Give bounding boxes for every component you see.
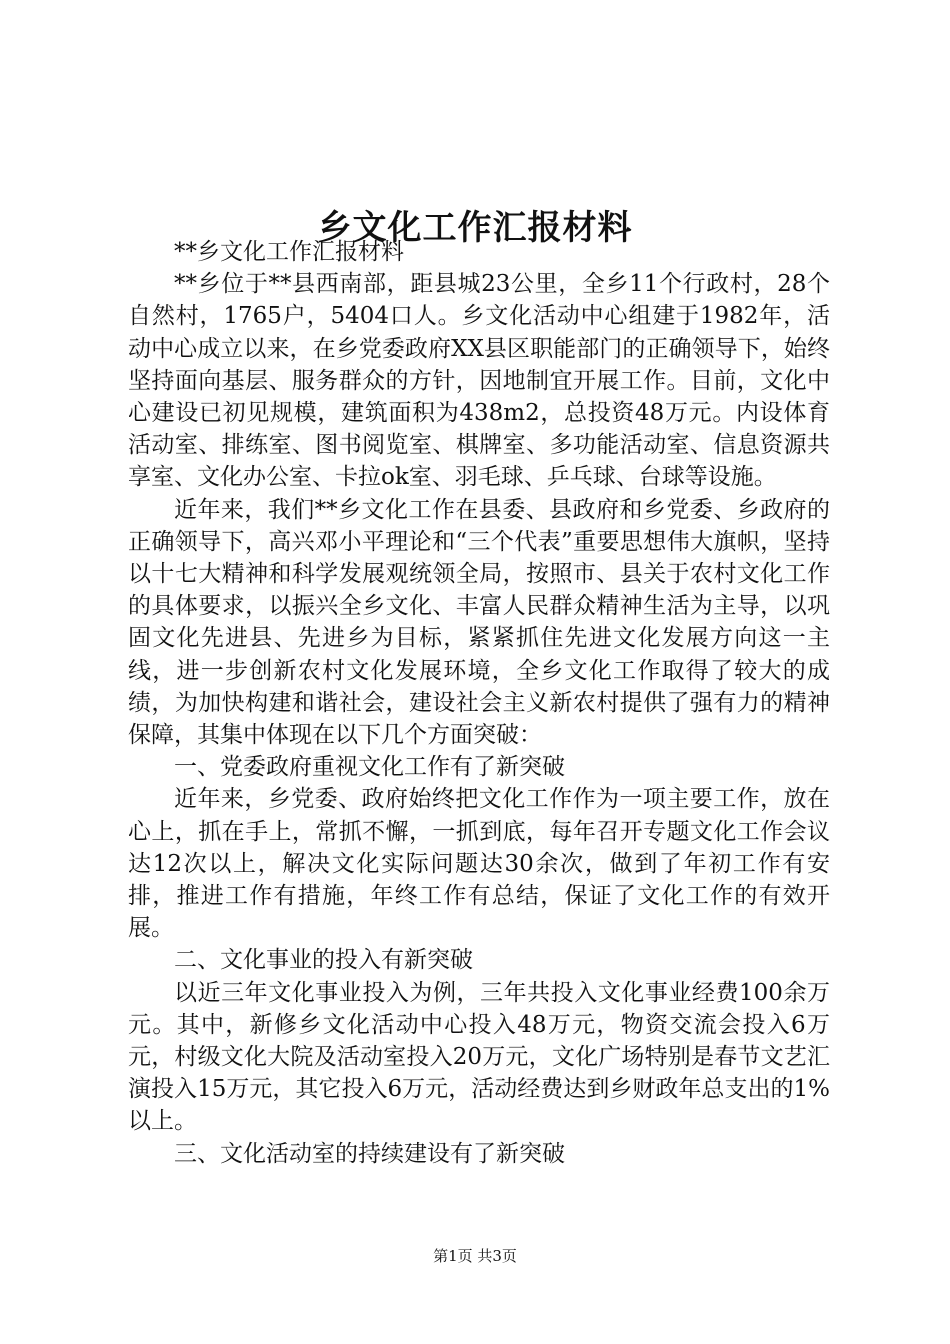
document-title: 乡文化工作汇报材料	[317, 207, 633, 248]
paragraph-section-1: 近年来，乡党委、政府始终把文化工作作为一项主要工作，放在心上，抓在手上，常抓不懈，一抓到底，每年召开专题文化工作会议达12次以上，解决文化实际问题达30余次，做到了年初工作有安排，推进工作有措施，年终工作有总结，保证了文化工作的有效开展。	[128, 786, 830, 942]
paragraph-overview: **乡位于**县西南部，距县城23公里，全乡11个行政村，28个自然村，1765户，5404口人。乡文化活动中心组建于1982年，活动中心成立以来，在乡党委政府XX县区职能部门的正确领导下，始终坚持面向基层、服务群众的方针，因地制宜开展工作。目前，文化中心建设已初见规模，建筑面积为438m2，总投资48万元。内设体育活动室、排练室、图书阅览室、棋牌室、多功能活动室、信息资源共享室、文化办公室、卡拉ok室、羽毛球、乒乓球、台球等设施。	[128, 271, 830, 491]
paragraph-subtitle: **乡文化工作汇报材料	[174, 239, 404, 265]
page-number-footer: 第1页 共3页	[433, 1247, 517, 1265]
paragraph-achievements: 近年来，我们**乡文化工作在县委、县政府和乡党委、乡政府的正确领导下，高兴邓小平理论和“三个代表”重要思想伟大旗帜，坚持以十七大精神和科学发展观统领全局，按照市、县关于农村文化工作的具体要求，以振兴全乡文化、丰富人民群众精神生活为主导，以巩固文化先进县、先进乡为目标，紧紧抓住先进文化发展方向这一主线，进一步创新农村文化发展环境，全乡文化工作取得了较大的成绩，为加快构建和谐社会，建设社会主义新农村提供了强有力的精神保障，其集中体现在以下几个方面突破：	[128, 496, 830, 749]
section-heading-1: 一、党委政府重视文化工作有了新突破	[174, 754, 565, 781]
section-heading-3: 三、文化活动室的持续建设有了新突破	[174, 1140, 565, 1167]
section-heading-2: 二、文化事业的投入有新突破	[174, 947, 473, 974]
paragraph-section-2: 以近三年文化事业投入为例，三年共投入文化事业经费100余万元。其中，新修乡文化活动中心投入48万元，物资交流会投入6万元，村级文化大院及活动室投入20万元，文化广场特别是春节文艺汇演投入15万元，其它投入6万元，活动经费达到乡财政年总支出的1%以上。	[128, 979, 830, 1135]
document-body	[128, 236, 830, 1170]
